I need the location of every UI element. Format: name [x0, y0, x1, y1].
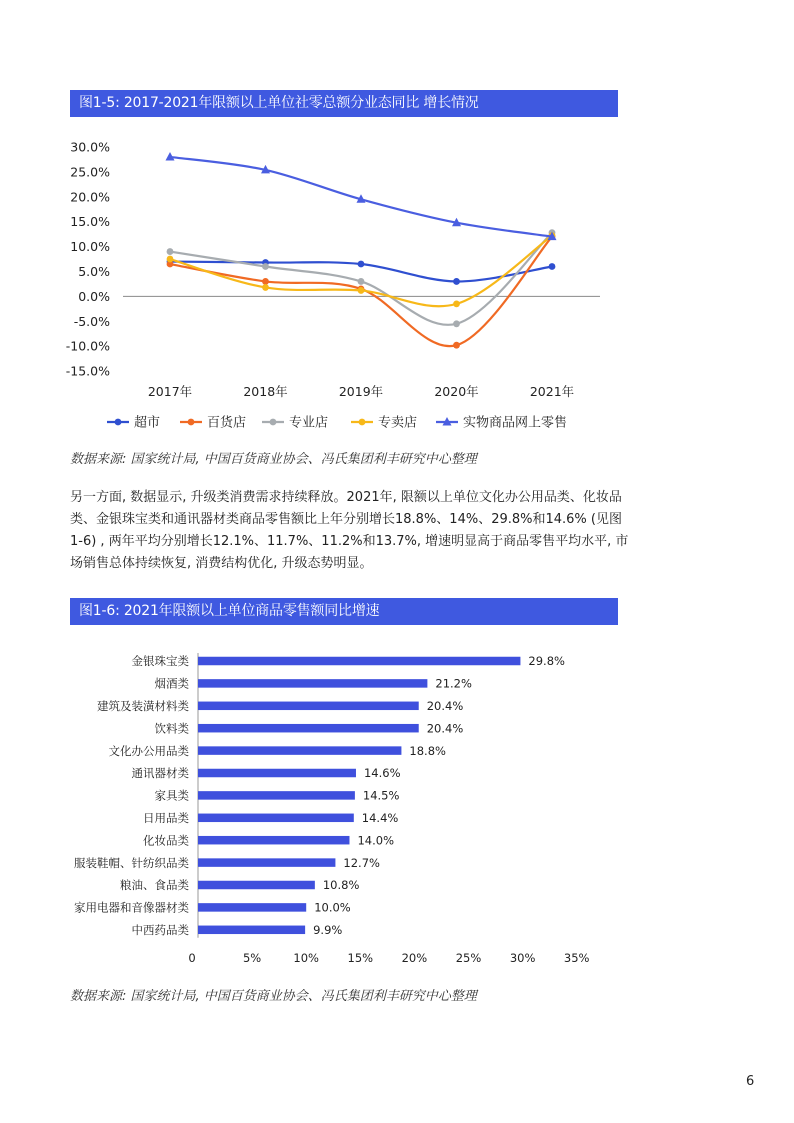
value-label: 20.4%: [426, 721, 464, 736]
x-tick-label: 2020年: [434, 384, 479, 399]
y-tick-label: 10.0%: [70, 239, 110, 255]
bar: [198, 657, 520, 666]
value-label: 18.8%: [409, 743, 446, 758]
legend-label: 实物商品网上零售: [463, 415, 568, 431]
value-label: 29.8%: [528, 654, 565, 669]
category-label: 化妆品类: [143, 833, 189, 848]
figure2-title: 图1-6: 2021年限额以上单位商品零售额同比增速: [70, 598, 618, 625]
category-label: 饮料类: [154, 721, 189, 736]
y-tick-label: -15.0%: [65, 363, 110, 379]
bar: [198, 858, 335, 867]
legend-marker: [188, 419, 195, 426]
x-tick-label: 0: [188, 951, 196, 965]
value-label: 20.4%: [426, 699, 464, 713]
bar: [198, 791, 355, 800]
y-tick-label: 15.0%: [70, 214, 110, 230]
category-label: 烟酒类: [154, 676, 189, 691]
bar-chart: [0, 640, 794, 970]
x-tick-label: 20%: [401, 951, 428, 965]
y-tick-label: -5.0%: [73, 313, 110, 329]
data-point-2: [167, 248, 174, 255]
value-label: 12.7%: [343, 855, 380, 870]
category-label: 粮油、食品类: [120, 878, 189, 893]
x-tick-label: 25%: [455, 951, 482, 965]
value-label: 21.2%: [435, 676, 472, 691]
category-label: 金银珠宝类: [131, 654, 189, 669]
category-label: 中西药品类: [131, 923, 189, 937]
data-point-2: [262, 263, 269, 270]
page-number: 6: [746, 1074, 755, 1089]
data-point-2: [453, 320, 460, 327]
category-label: 通讯器材类: [131, 766, 189, 781]
line-chart: [0, 130, 794, 480]
data-point-3: [262, 284, 269, 291]
y-tick-label: 25.0%: [70, 164, 110, 180]
legend-marker: [115, 419, 122, 426]
y-tick-label: -10.0%: [65, 338, 110, 354]
bar: [198, 836, 349, 845]
x-tick-label: 15%: [347, 951, 374, 965]
data-point-3: [358, 287, 365, 294]
data-point-0: [358, 261, 365, 268]
y-tick-label: 0.0%: [78, 288, 110, 304]
bar: [198, 724, 419, 733]
legend-label: 超市: [134, 415, 161, 431]
category-label: 建筑及装潢材料类: [97, 699, 189, 713]
y-tick-label: 30.0%: [70, 139, 110, 155]
x-tick-label: 2018年: [243, 384, 288, 399]
value-label: 10.0%: [314, 900, 351, 915]
value-label: 14.4%: [361, 811, 399, 825]
data-point-2: [358, 278, 365, 285]
data-point-1: [262, 278, 269, 285]
x-tick-label: 30%: [509, 951, 536, 965]
data-point-3: [453, 300, 460, 307]
legend-label: 百货店: [207, 415, 247, 431]
category-label: 日用品类: [143, 811, 189, 825]
y-tick-label: 5.0%: [78, 264, 110, 279]
value-label: 14.6%: [363, 766, 401, 781]
bar: [198, 746, 401, 755]
data-point-4: [166, 152, 175, 161]
bar: [198, 814, 354, 823]
bar: [198, 881, 315, 890]
x-tick-label: 2019年: [338, 384, 384, 399]
data-point-3: [167, 256, 174, 263]
category-label: 家用电器和音像器材类: [74, 900, 189, 915]
category-label: 文化办公用品类: [108, 743, 189, 758]
y-tick-label: 20.0%: [70, 189, 110, 205]
legend-marker: [359, 419, 366, 426]
value-label: 14.0%: [357, 833, 395, 848]
legend-label: 专卖店: [378, 415, 418, 431]
figure2-source: 数据来源: 国家统计局, 中国百货商业协会、冯氏集团利丰研究中心整理: [70, 989, 477, 1004]
x-tick-label: 2017年: [147, 384, 193, 399]
x-tick-label: 35%: [563, 951, 590, 965]
legend-label: 专业店: [289, 415, 329, 431]
bar: [198, 679, 427, 688]
bar: [198, 769, 356, 778]
category-label: 服装鞋帽、针纺织品类: [74, 855, 189, 870]
x-tick-label: 5%: [242, 951, 262, 965]
body-paragraph: 另一方面, 数据显示, 升级类消费需求持续释放。2021年, 限额以上单位文化办公用品类、化妆品类、金银珠宝类和通讯器材类商品零售额比上年分别增长18.8%、14%、29.8%和14.6% (见图1-6) , 两年平均分别增长12.1%、11.7%、11.2%和13.7%, 增速明显高于商品零售平均水平, 市场销售总体持续恢复, 消费结构优化, 升级态势明显。: [70, 490, 629, 571]
bar: [198, 903, 306, 912]
data-point-0: [453, 278, 460, 285]
data-point-1: [453, 342, 460, 349]
x-tick-label: 10%: [293, 951, 319, 965]
bar: [198, 926, 305, 935]
figure1-title: 图1-5: 2017-2021年限额以上单位社零总额分业态同比 增长情况: [70, 90, 618, 117]
figure1-source: 数据来源: 国家统计局, 中国百货商业协会、冯氏集团利丰研究中心整理: [70, 452, 477, 467]
legend-marker: [270, 419, 277, 426]
data-point-0: [549, 263, 556, 270]
bar: [198, 702, 419, 711]
value-label: 14.5%: [362, 788, 400, 803]
value-label: 10.8%: [322, 878, 360, 893]
value-label: 9.9%: [313, 923, 343, 937]
category-label: 家具类: [154, 788, 189, 803]
x-tick-label: 2021年: [529, 384, 575, 399]
